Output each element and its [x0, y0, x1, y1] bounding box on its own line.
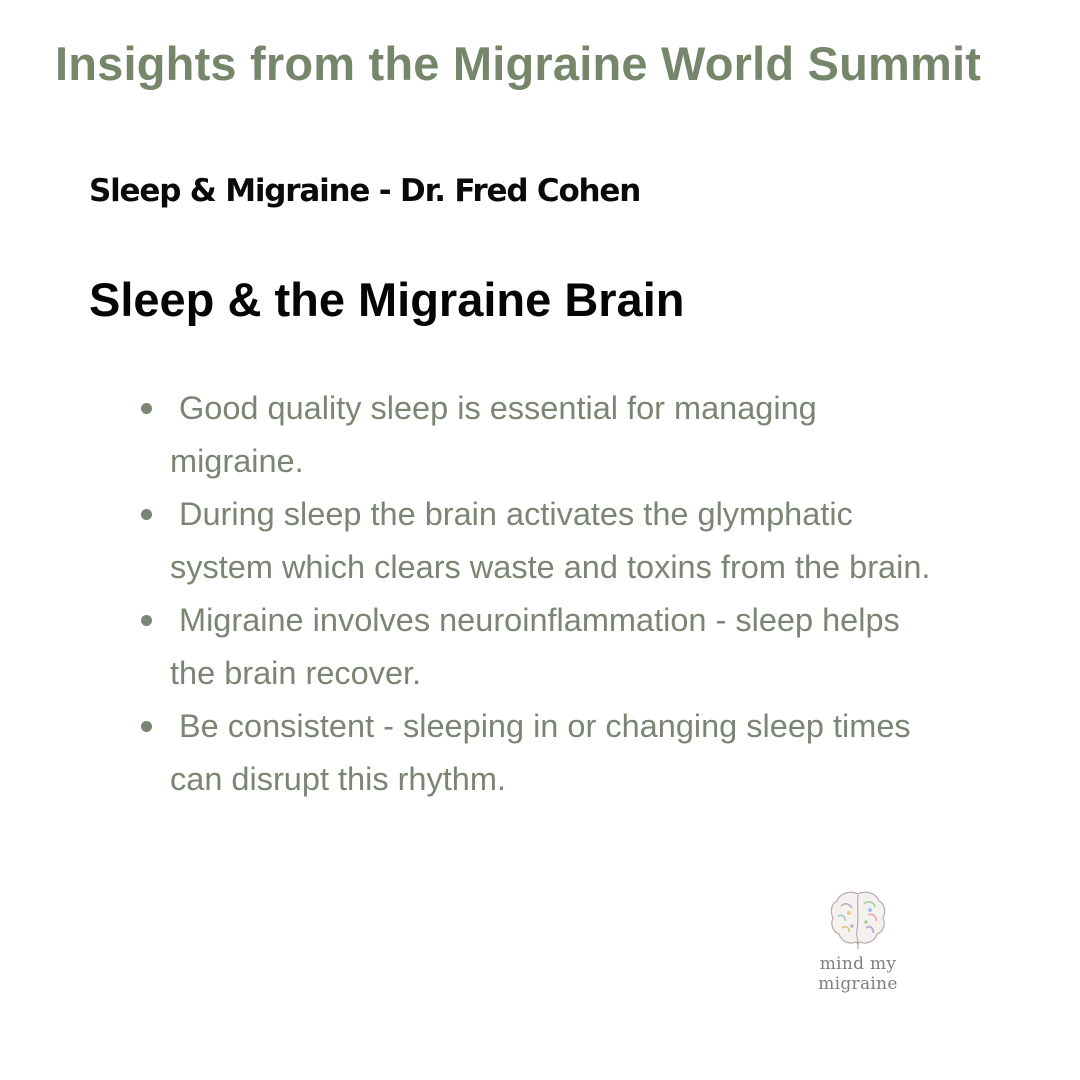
bullet-dot-icon: [141, 615, 152, 626]
logo: [806, 888, 910, 994]
section-heading: Sleep & the Migraine Brain: [89, 273, 685, 326]
bullet-dot-icon: [141, 403, 152, 414]
bullet-text: Be consistent - sleeping in or changing sleep times can disrupt this rhythm.: [170, 708, 911, 797]
list-item: [135, 382, 935, 488]
list-item: [135, 488, 935, 594]
bullet-text: Good quality sleep is essential for managing migraine.: [170, 390, 817, 479]
logo-text-line2: migraine: [818, 974, 898, 994]
bullet-dot-icon: [141, 509, 152, 520]
bullet-text: During sleep the brain activates the glymphatic system which clears waste and toxins from the brain.: [170, 496, 931, 585]
list-item: [135, 700, 935, 806]
bullet-text: Migraine involves neuroinflammation - sleep helps the brain recover.: [170, 602, 900, 691]
bullet-list: [135, 382, 935, 806]
list-item: [135, 594, 935, 700]
bullet-dot-icon: [141, 721, 152, 732]
brain-icon: [828, 888, 888, 950]
page-title: Insights from the Migraine World Summit: [55, 37, 982, 90]
talk-title: Sleep & Migraine - Dr. Fred Cohen: [89, 173, 641, 209]
logo-text-line1: mind my: [819, 954, 897, 974]
